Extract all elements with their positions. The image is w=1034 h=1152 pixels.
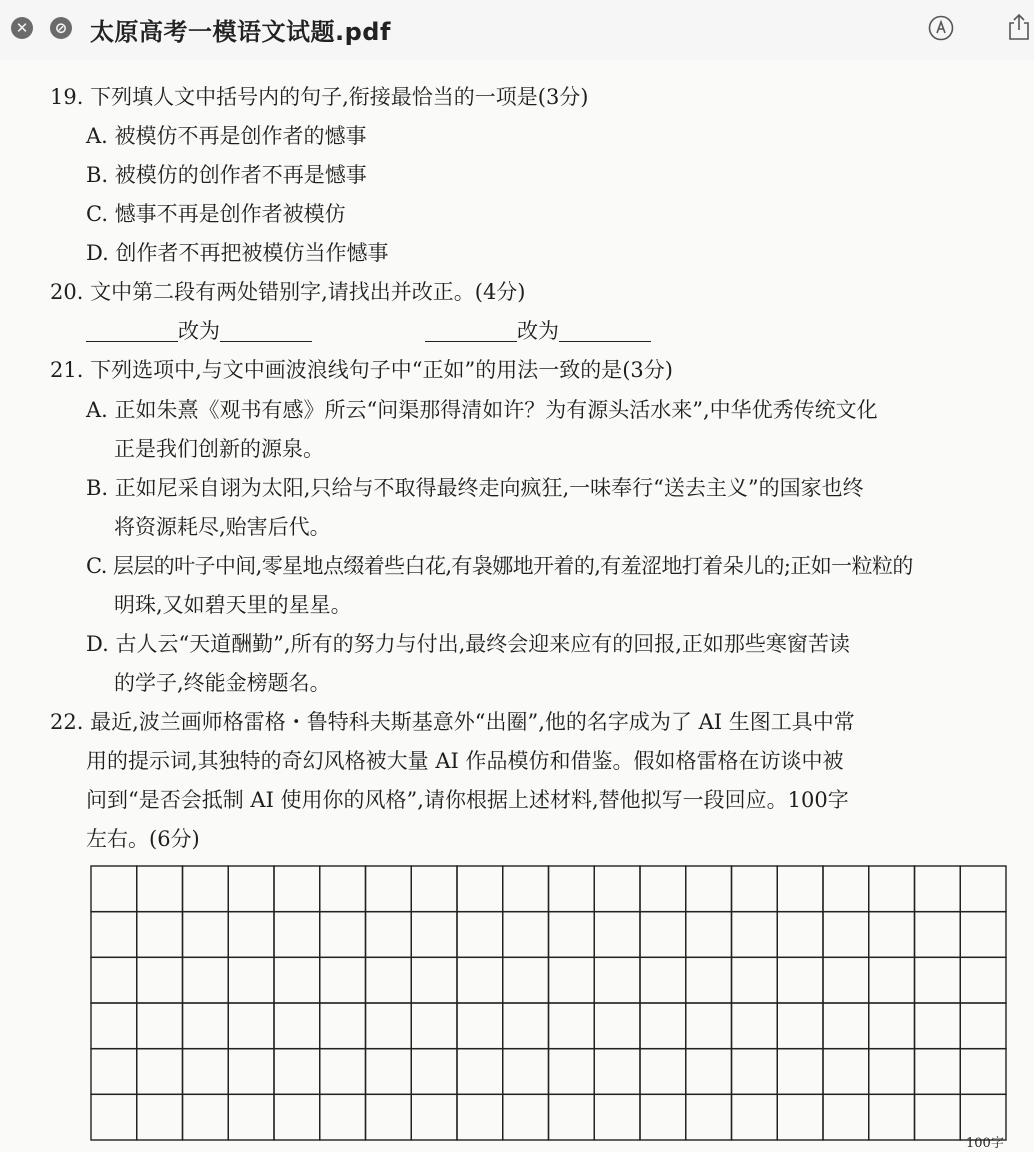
grid-cell[interactable] <box>274 912 320 958</box>
grid-cell[interactable] <box>777 912 823 958</box>
grid-cell[interactable] <box>228 912 274 958</box>
q20-answer-line <box>86 316 312 346</box>
grid-cell[interactable] <box>274 866 320 912</box>
q22-line-2: 用的提示词,其独特的奇幻风格被大量 AI 作品模仿和借鉴。假如格雷格在访谈中被 <box>86 749 844 773</box>
grid-cell[interactable] <box>503 1003 549 1049</box>
grid-cell[interactable] <box>91 912 137 958</box>
grid-cell[interactable] <box>869 866 915 912</box>
grid-cell[interactable] <box>274 1094 320 1140</box>
grid-cell[interactable] <box>549 866 595 912</box>
grid-cell[interactable] <box>91 957 137 1003</box>
grid-cell[interactable] <box>915 957 961 1003</box>
grid-cell[interactable] <box>320 866 366 912</box>
q19-option-c: C. 憾事不再是创作者被模仿 <box>86 202 346 226</box>
grid-cell[interactable] <box>228 866 274 912</box>
grid-cell[interactable] <box>366 912 412 958</box>
grid-cell[interactable] <box>366 1049 412 1095</box>
grid-cell[interactable] <box>549 912 595 958</box>
grid-cell[interactable] <box>640 1094 686 1140</box>
q19-option-b: B. 被模仿的创作者不再是憾事 <box>86 163 367 187</box>
grid-cell[interactable] <box>823 1003 869 1049</box>
grid-cell[interactable] <box>869 1049 915 1095</box>
grid-cell[interactable] <box>411 1003 457 1049</box>
answer-blank[interactable] <box>559 321 651 342</box>
grid-cell[interactable] <box>823 866 869 912</box>
grid-cell[interactable] <box>915 1003 961 1049</box>
grid-cell[interactable] <box>640 912 686 958</box>
grid-cell[interactable] <box>640 957 686 1003</box>
window-title: 太原高考一模语文试题.pdf <box>90 18 391 46</box>
grid-cell[interactable] <box>137 957 183 1003</box>
answer-blank[interactable] <box>86 321 178 342</box>
q21-option-d-cont: 的学子,终能金榜题名。 <box>114 671 331 695</box>
q21-option-a-cont: 正是我们创新的源泉。 <box>114 437 324 461</box>
grid-cell[interactable] <box>411 1049 457 1095</box>
grid-cell[interactable] <box>915 912 961 958</box>
grid-cell[interactable] <box>366 1003 412 1049</box>
change-label: 改为 <box>178 319 220 343</box>
grid-cell[interactable] <box>960 912 1006 958</box>
grid-cell[interactable] <box>823 912 869 958</box>
grid-cell[interactable] <box>640 866 686 912</box>
q21-option-c: C. 层层的叶子中间,零星地点缀着些白花,有袅娜地开着的,有羞涩地打着朵儿的;正如一粒粒的 <box>86 554 913 578</box>
grid-cell[interactable] <box>686 1003 732 1049</box>
grid-cell[interactable] <box>777 957 823 1003</box>
grid-cell[interactable] <box>549 1094 595 1140</box>
grid-cell[interactable] <box>137 1003 183 1049</box>
answer-grid[interactable] <box>90 865 1007 1141</box>
q20-answer-line <box>425 316 651 346</box>
markup-pen-icon[interactable] <box>928 15 954 41</box>
q22-line-1: 22. 最近,波兰画师格雷格・鲁特科夫斯基意外“出圈”,他的名字成为了 AI 生图工具中常 <box>50 710 855 734</box>
q19-option-d: D. 创作者不再把被模仿当作憾事 <box>86 241 389 265</box>
grid-cell[interactable] <box>915 1094 961 1140</box>
grid-cell[interactable] <box>777 1049 823 1095</box>
grid-cell[interactable] <box>594 957 640 1003</box>
q19-option-a: A. 被模仿不再是创作者的憾事 <box>86 124 367 148</box>
grid-cell[interactable] <box>686 866 732 912</box>
grid-cell[interactable] <box>686 1094 732 1140</box>
grid-cell[interactable] <box>503 866 549 912</box>
grid-cell[interactable] <box>183 1003 229 1049</box>
share-icon[interactable] <box>1006 12 1032 42</box>
grid-cell[interactable] <box>960 866 1006 912</box>
grid-cell[interactable] <box>457 1003 503 1049</box>
grid-cell[interactable] <box>777 866 823 912</box>
grid-cell[interactable] <box>228 1049 274 1095</box>
grid-cell[interactable] <box>594 1003 640 1049</box>
change-label: 改为 <box>517 319 559 343</box>
grid-cell[interactable] <box>503 1049 549 1095</box>
grid-cell[interactable] <box>869 1094 915 1140</box>
grid-cell[interactable] <box>183 866 229 912</box>
grid-cell[interactable] <box>732 1003 778 1049</box>
grid-cell[interactable] <box>686 957 732 1003</box>
grid-cell[interactable] <box>137 866 183 912</box>
grid-cell[interactable] <box>960 1003 1006 1049</box>
grid-cell[interactable] <box>411 1094 457 1140</box>
grid-cell[interactable] <box>411 957 457 1003</box>
grid-cell[interactable] <box>594 1094 640 1140</box>
grid-cell[interactable] <box>503 957 549 1003</box>
q21-stem: 21. 下列选项中,与文中画波浪线句子中“正如”的用法一致的是(3分) <box>50 358 673 382</box>
grid-cell[interactable] <box>960 957 1006 1003</box>
grid-cell[interactable] <box>732 1049 778 1095</box>
grid-cell[interactable] <box>320 1094 366 1140</box>
grid-cell[interactable] <box>91 866 137 912</box>
grid-cell[interactable] <box>869 912 915 958</box>
word-count-label: 100字 <box>966 1136 1004 1151</box>
grid-cell[interactable] <box>503 1094 549 1140</box>
grid-cell[interactable] <box>594 1049 640 1095</box>
grid-cell[interactable] <box>732 912 778 958</box>
grid-cell[interactable] <box>91 1094 137 1140</box>
grid-cell[interactable] <box>457 866 503 912</box>
window-titlebar <box>0 0 1034 60</box>
grid-cell[interactable] <box>366 866 412 912</box>
q22-line-4: 左右。(6分) <box>86 827 200 851</box>
grid-cell[interactable] <box>457 1049 503 1095</box>
grid-cell[interactable] <box>183 1049 229 1095</box>
grid-cell[interactable] <box>686 1049 732 1095</box>
grid-cell[interactable] <box>228 1094 274 1140</box>
grid-cell[interactable] <box>320 1049 366 1095</box>
grid-cell[interactable] <box>960 1049 1006 1095</box>
grid-cell[interactable] <box>366 1094 412 1140</box>
grid-cell[interactable] <box>549 957 595 1003</box>
grid-cell[interactable] <box>457 957 503 1003</box>
grid-cell[interactable] <box>777 1094 823 1140</box>
grid-cell[interactable] <box>137 1094 183 1140</box>
grid-cell[interactable] <box>274 1049 320 1095</box>
grid-cell[interactable] <box>823 957 869 1003</box>
answer-blank[interactable] <box>425 321 517 342</box>
grid-cell[interactable] <box>777 1003 823 1049</box>
grid-cell[interactable] <box>640 1003 686 1049</box>
grid-cell[interactable] <box>594 912 640 958</box>
grid-cell[interactable] <box>915 866 961 912</box>
grid-cell[interactable] <box>274 1003 320 1049</box>
grid-cell[interactable] <box>549 1003 595 1049</box>
grid-cell[interactable] <box>183 912 229 958</box>
grid-cell[interactable] <box>594 866 640 912</box>
grid-cell[interactable] <box>274 957 320 1003</box>
grid-cell[interactable] <box>823 1049 869 1095</box>
grid-cell[interactable] <box>411 866 457 912</box>
grid-cell[interactable] <box>549 1049 595 1095</box>
pdf-page <box>0 60 1034 1152</box>
grid-cell[interactable] <box>869 1003 915 1049</box>
q19-stem: 19. 下列填人文中括号内的句子,衔接最恰当的一项是(3分) <box>50 85 589 109</box>
grid-cell[interactable] <box>320 912 366 958</box>
minimize-icon[interactable]: ⊘ <box>50 17 72 39</box>
grid-cell[interactable] <box>183 957 229 1003</box>
grid-cell[interactable] <box>732 1094 778 1140</box>
q21-option-a: A. 正如朱熹《观书有感》所云“问渠那得清如许？为有源头活水来”,中华优秀传统文化 <box>86 398 878 422</box>
grid-cell[interactable] <box>732 866 778 912</box>
grid-cell[interactable] <box>320 1003 366 1049</box>
grid-cell[interactable] <box>137 912 183 958</box>
grid-cell[interactable] <box>91 1003 137 1049</box>
grid-cell[interactable] <box>732 957 778 1003</box>
grid-cell[interactable] <box>91 1049 137 1095</box>
answer-blank[interactable] <box>220 321 312 342</box>
grid-cell[interactable] <box>915 1049 961 1095</box>
grid-cell[interactable] <box>457 1094 503 1140</box>
q21-option-b: B. 正如尼采自诩为太阳,只给与不取得最终走向疯狂,一味奉行“送去主义”的国家也终 <box>86 476 864 500</box>
q20-stem: 20. 文中第二段有两处错别字,请找出并改正。(4分) <box>50 280 526 304</box>
grid-cell[interactable] <box>823 1094 869 1140</box>
grid-cell[interactable] <box>137 1049 183 1095</box>
grid-cell[interactable] <box>228 957 274 1003</box>
q21-option-c-cont: 明珠,又如碧天里的星星。 <box>114 593 352 617</box>
q21-option-d: D. 古人云“天道酬勤”,所有的努力与付出,最终会迎来应有的回报,正如那些寒窗苦读 <box>86 632 850 656</box>
grid-cell[interactable] <box>640 1049 686 1095</box>
q21-option-b-cont: 将资源耗尽,贻害后代。 <box>114 515 331 539</box>
grid-cell[interactable] <box>869 957 915 1003</box>
close-icon[interactable]: ✕ <box>11 17 33 39</box>
grid-cell[interactable] <box>503 912 549 958</box>
grid-cell[interactable] <box>457 912 503 958</box>
grid-cell[interactable] <box>411 912 457 958</box>
grid-cell[interactable] <box>228 1003 274 1049</box>
q22-line-3: 问到“是否会抵制 AI 使用你的风格”,请你根据上述材料,替他拟写一段回应。100字 <box>86 788 849 812</box>
grid-cell[interactable] <box>686 912 732 958</box>
grid-cell[interactable] <box>320 957 366 1003</box>
grid-cell[interactable] <box>183 1094 229 1140</box>
grid-cell[interactable] <box>366 957 412 1003</box>
